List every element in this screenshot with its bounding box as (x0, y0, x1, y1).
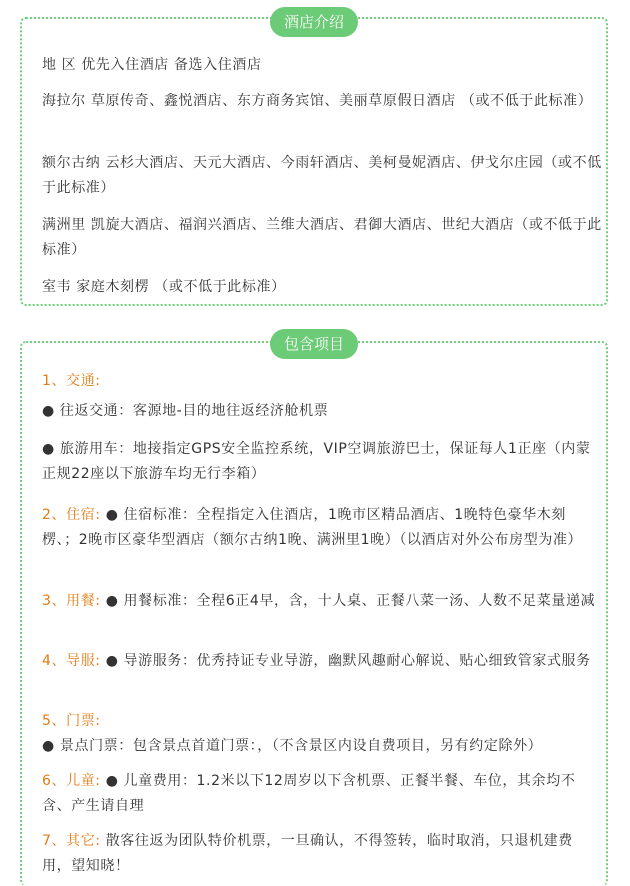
other-text: 散客往返为团队特价机票，一旦确认，不得签转，临时取消，只退机建费用，望知晓！ (42, 833, 573, 874)
transport-heading: 1、交通: (42, 373, 101, 389)
transport-item-bus: ● 旅游用车：地接指定GPS安全监控系统，VIP空调旅游巴士，保证每人1正座（内蒙正规22座以下旅游车均无行李箱） (42, 441, 591, 482)
tickets-text: ● 景点门票：包含景点首道门票：，（不含景区内设自费项目，另有约定除外） (42, 738, 543, 754)
hotel-section (20, 13, 608, 306)
children-label: 6、儿童: (42, 773, 101, 789)
meals-item (42, 589, 602, 614)
hotel-line-shiwei: 室韦 家庭木刻楞 （或不低于此标准） (42, 279, 286, 295)
transport-item-flight: ● 往返交通：客源地-目的地往返经济舱机票 (42, 403, 329, 419)
meals-label: 3、用餐: (42, 593, 101, 609)
guide-item (42, 649, 602, 674)
tickets-item (42, 709, 602, 759)
lodging-text: ● 住宿标准：全程指定入住酒店，1晚市区精品酒店、1晚特色豪华木刻楞、；2晚市区豪华型酒店（额尔古纳1晚、满洲里1晚）（以酒店对外公布房型为准） (42, 507, 583, 548)
meals-text: ● 用餐标准：全程6正4早，含，十人桌、正餐八菜一汤、人数不足菜量递减 (105, 593, 596, 609)
children-text: ● 儿童费用：1.2米以下12周岁以下含机票、正餐半餐、车位，其余均不含、产生请自理 (42, 773, 576, 814)
lodging-label: 2、住宿: (42, 507, 101, 523)
tickets-label: 5、门票: (42, 713, 101, 729)
hotel-line-manzhouli: 满洲里 凯旋大酒店、福润兴酒店、兰维大酒店、君御大酒店、世纪大酒店（或不低于此标准） (42, 217, 602, 258)
other-label: 7、其它: (42, 833, 101, 849)
include-section-title: 包含项目 (270, 329, 358, 359)
hotel-line-erguna: 额尔古纳 云杉大酒店、天元大酒店、今雨轩酒店、美柯曼妮酒店、伊戈尔庄园（或不低于此标准） (42, 155, 602, 196)
guide-label: 4、导服: (42, 653, 101, 669)
guide-text: ● 导游服务：优秀持证专业导游，幽默风趣耐心解说、贴心细致管家式服务 (105, 653, 591, 669)
include-section (20, 335, 608, 886)
children-item (42, 769, 602, 819)
other-item (42, 829, 602, 879)
hotel-line-hailar: 海拉尔 草原传奇、鑫悦酒店、东方商务宾馆、美丽草原假日酒店 （或不低于此标准） (42, 93, 593, 109)
hotel-section-title: 酒店介绍 (270, 7, 358, 37)
hotel-line-header: 地 区 优先入住酒店 备选入住酒店 (42, 57, 262, 73)
lodging-item (42, 503, 602, 553)
